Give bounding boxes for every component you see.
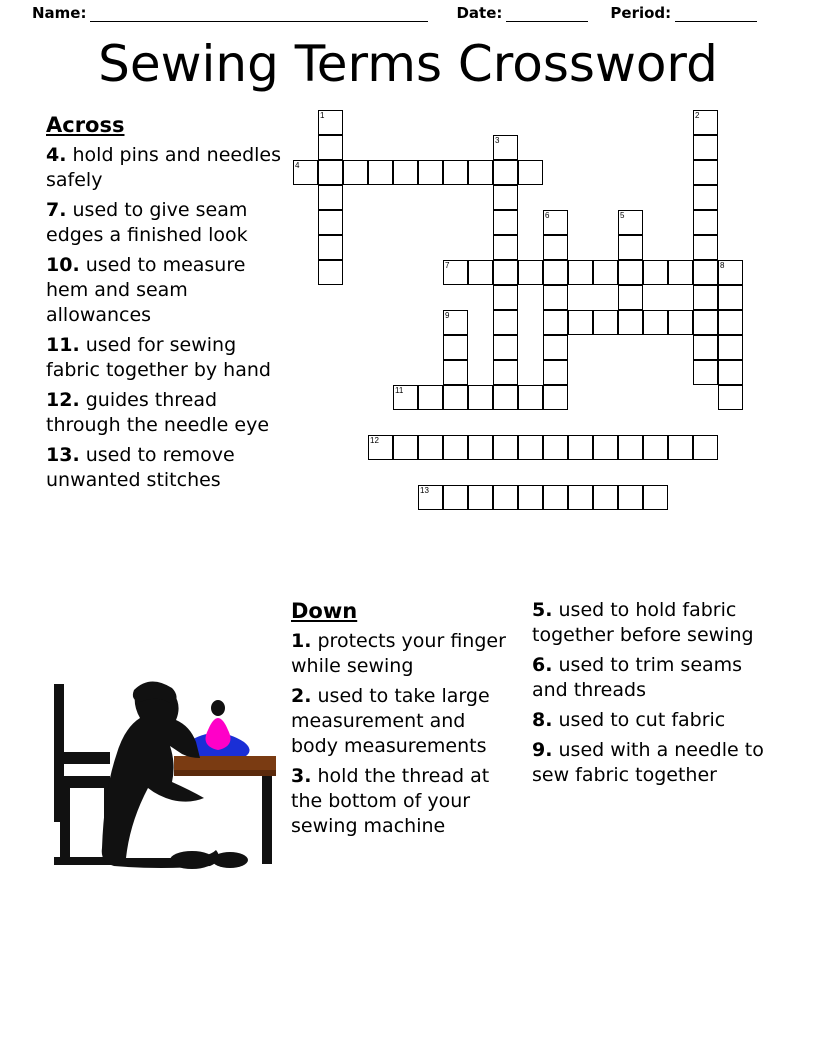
grid-cell[interactable] [393, 435, 418, 460]
grid-cell[interactable] [493, 135, 518, 160]
grid-cell[interactable] [368, 435, 393, 460]
down-clues-section-continued [532, 598, 780, 793]
grid-cell-number: 6 [545, 211, 550, 220]
clue-across-13 [46, 443, 286, 493]
grid-cell-number: 12 [370, 436, 379, 445]
clue-across-4 [46, 143, 286, 193]
grid-cell[interactable] [568, 260, 593, 285]
grid-cell[interactable] [493, 335, 518, 360]
grid-cell[interactable] [693, 185, 718, 210]
clue-down-3 [291, 764, 516, 839]
down-heading: Down [291, 599, 358, 623]
grid-cell[interactable] [318, 235, 343, 260]
grid-cell[interactable] [493, 210, 518, 235]
clue-text: hold pins and needles safely [46, 144, 281, 191]
clue-text: guides thread through the needle eye [46, 389, 270, 436]
grid-cell[interactable] [468, 160, 493, 185]
grid-cell[interactable] [493, 185, 518, 210]
clue-number: 8. [532, 709, 553, 731]
grid-cell[interactable] [318, 185, 343, 210]
grid-cell[interactable] [318, 210, 343, 235]
name-field [32, 4, 428, 22]
grid-cell[interactable] [518, 485, 543, 510]
clue-text: used to hold fabric together before sewing [532, 599, 754, 646]
grid-cell[interactable] [468, 485, 493, 510]
grid-cell[interactable] [618, 285, 643, 310]
grid-cell[interactable] [543, 385, 568, 410]
grid-cell[interactable] [443, 385, 468, 410]
grid-cell[interactable] [518, 435, 543, 460]
clue-text: protects your finger while sewing [291, 630, 506, 677]
grid-cell[interactable] [543, 235, 568, 260]
grid-cell[interactable] [368, 160, 393, 185]
grid-cell[interactable] [693, 110, 718, 135]
clue-text: used to trim seams and threads [532, 654, 743, 701]
sewing-woman-icon [40, 672, 285, 872]
grid-cell[interactable] [318, 135, 343, 160]
grid-cell[interactable] [693, 285, 718, 310]
grid-cell[interactable] [468, 260, 493, 285]
grid-cell[interactable] [643, 485, 668, 510]
grid-cell[interactable] [443, 310, 468, 335]
clue-across-10 [46, 253, 286, 328]
grid-cell[interactable] [468, 435, 493, 460]
grid-cell-number: 1 [320, 111, 325, 120]
grid-cell[interactable] [518, 385, 543, 410]
grid-cell-number: 3 [495, 136, 500, 145]
grid-cell[interactable] [643, 260, 668, 285]
clue-across-12 [46, 388, 286, 438]
clue-down-1 [291, 629, 516, 679]
name-input-rule[interactable] [90, 8, 428, 22]
date-label: Date: [456, 4, 503, 22]
clue-text: hold the thread at the bottom of your sewing machine [291, 765, 490, 837]
grid-cell[interactable] [543, 285, 568, 310]
grid-cell[interactable] [693, 360, 718, 385]
grid-cell[interactable] [443, 260, 468, 285]
clue-number: 2. [291, 685, 312, 707]
grid-cell[interactable] [518, 260, 543, 285]
date-field [456, 4, 588, 22]
grid-cell-number: 11 [395, 386, 404, 395]
grid-cell[interactable] [293, 160, 318, 185]
grid-cell[interactable] [693, 260, 718, 285]
grid-cell[interactable] [418, 435, 443, 460]
grid-cell[interactable] [493, 260, 518, 285]
grid-cell[interactable] [593, 260, 618, 285]
grid-cell[interactable] [443, 160, 468, 185]
grid-cell[interactable] [418, 160, 443, 185]
grid-cell[interactable] [543, 260, 568, 285]
grid-cell-number: 5 [620, 211, 625, 220]
grid-cell[interactable] [318, 110, 343, 135]
grid-cell[interactable] [693, 160, 718, 185]
clue-down-8 [532, 708, 780, 733]
grid-cell-number: 7 [445, 261, 450, 270]
grid-cell[interactable] [618, 435, 643, 460]
across-heading: Across [46, 113, 125, 137]
grid-cell[interactable] [593, 310, 618, 335]
grid-cell[interactable] [693, 435, 718, 460]
grid-cell[interactable] [493, 385, 518, 410]
clue-number: 7. [46, 199, 67, 221]
down-clues-section [291, 598, 516, 844]
clue-across-7 [46, 198, 286, 248]
clue-text: used to measure hem and seam allowances [46, 254, 246, 326]
grid-cell[interactable] [718, 385, 743, 410]
grid-cell-number: 8 [720, 261, 725, 270]
grid-cell[interactable] [443, 485, 468, 510]
grid-cell[interactable] [418, 485, 443, 510]
grid-cell[interactable] [318, 160, 343, 185]
grid-cell[interactable] [693, 210, 718, 235]
grid-cell[interactable] [343, 160, 368, 185]
clue-number: 3. [291, 765, 312, 787]
grid-cell[interactable] [568, 310, 593, 335]
clue-number: 11. [46, 334, 80, 356]
grid-cell[interactable] [618, 310, 643, 335]
grid-cell[interactable] [443, 335, 468, 360]
clue-text: used to remove unwanted stitches [46, 444, 235, 491]
grid-cell[interactable] [618, 260, 643, 285]
grid-cell[interactable] [718, 360, 743, 385]
sewing-illustration [40, 672, 285, 872]
clue-number: 6. [532, 654, 553, 676]
grid-cell[interactable] [593, 435, 618, 460]
date-input-rule[interactable] [506, 8, 588, 22]
grid-cell[interactable] [618, 235, 643, 260]
clue-down-2 [291, 684, 516, 759]
clue-number: 1. [291, 630, 312, 652]
grid-cell[interactable] [618, 485, 643, 510]
grid-cell[interactable] [393, 385, 418, 410]
grid-cell[interactable] [443, 360, 468, 385]
clue-across-11 [46, 333, 286, 383]
clue-number: 5. [532, 599, 553, 621]
grid-cell[interactable] [543, 435, 568, 460]
across-clues-section [46, 112, 286, 498]
grid-cell[interactable] [668, 260, 693, 285]
grid-cell[interactable] [643, 435, 668, 460]
grid-cell[interactable] [493, 435, 518, 460]
grid-cell[interactable] [468, 385, 493, 410]
grid-cell[interactable] [618, 210, 643, 235]
grid-cell[interactable] [493, 160, 518, 185]
grid-cell[interactable] [418, 385, 443, 410]
grid-cell[interactable] [393, 160, 418, 185]
grid-cell-number: 13 [420, 486, 429, 495]
clue-text: used with a needle to sew fabric together [532, 739, 764, 786]
page-title: Sewing Terms Crossword [98, 35, 718, 93]
clue-number: 10. [46, 254, 80, 276]
grid-cell[interactable] [693, 235, 718, 260]
grid-cell[interactable] [543, 360, 568, 385]
worksheet-header [32, 0, 784, 22]
period-field [610, 4, 757, 22]
grid-cell[interactable] [668, 310, 693, 335]
grid-cell[interactable] [693, 310, 718, 335]
name-label: Name: [32, 4, 87, 22]
grid-cell[interactable] [668, 435, 693, 460]
clue-text: used to cut fabric [558, 709, 726, 731]
grid-cell[interactable] [493, 310, 518, 335]
grid-cell[interactable] [493, 285, 518, 310]
grid-cell[interactable] [493, 360, 518, 385]
grid-cell[interactable] [718, 285, 743, 310]
clue-text: used to take large measurement and body measurements [291, 685, 490, 757]
grid-cell[interactable] [493, 235, 518, 260]
grid-cell-number: 2 [695, 111, 700, 120]
clue-text: used to give seam edges a finished look [46, 199, 248, 246]
grid-cell[interactable] [643, 310, 668, 335]
grid-cell[interactable] [493, 485, 518, 510]
grid-cell[interactable] [593, 485, 618, 510]
grid-cell[interactable] [718, 335, 743, 360]
grid-cell-number: 4 [295, 161, 300, 170]
grid-cell[interactable] [693, 335, 718, 360]
clue-down-9 [532, 738, 780, 788]
grid-cell[interactable] [543, 485, 568, 510]
clue-number: 4. [46, 144, 67, 166]
clue-text: used for sewing fabric together by hand [46, 334, 271, 381]
clue-down-6 [532, 653, 780, 703]
grid-cell[interactable] [318, 260, 343, 285]
grid-cell[interactable] [718, 260, 743, 285]
grid-cell[interactable] [693, 135, 718, 160]
grid-cell[interactable] [568, 485, 593, 510]
grid-cell[interactable] [443, 435, 468, 460]
grid-cell[interactable] [718, 310, 743, 335]
grid-cell[interactable] [518, 160, 543, 185]
clue-number: 12. [46, 389, 80, 411]
period-label: Period: [610, 4, 672, 22]
grid-cell[interactable] [568, 435, 593, 460]
grid-cell[interactable] [543, 310, 568, 335]
clue-number: 9. [532, 739, 553, 761]
grid-cell[interactable] [543, 210, 568, 235]
grid-cell[interactable] [543, 335, 568, 360]
clue-number: 13. [46, 444, 80, 466]
period-input-rule[interactable] [675, 8, 757, 22]
grid-cell-number: 9 [445, 311, 450, 320]
clue-down-5 [532, 598, 780, 648]
